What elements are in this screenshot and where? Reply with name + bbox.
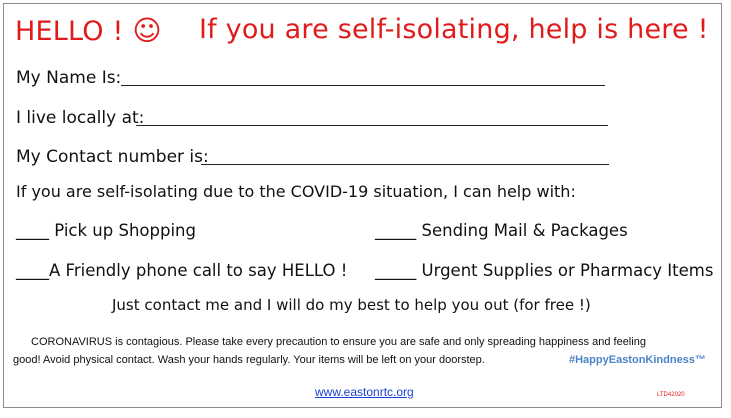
name-label: My Name Is: bbox=[16, 68, 122, 88]
contact-line: Just contact me and I will do my best to help you out (for free !) bbox=[112, 296, 591, 314]
phone-blank-line bbox=[201, 164, 609, 165]
phone-label: My Contact number is: bbox=[16, 147, 209, 167]
headline bbox=[15, 14, 162, 47]
smiley-icon: ☺ bbox=[132, 14, 162, 47]
option-mail: _____ Sending Mail & Packages bbox=[375, 221, 628, 240]
help-card bbox=[3, 3, 722, 408]
help-intro: If you are self-isolating due to the COVID-19 situation, I can help with: bbox=[16, 182, 576, 201]
card-code: LTD42020 bbox=[657, 392, 685, 398]
tagline: If you are self-isolating, help is here ! bbox=[199, 14, 709, 45]
website-link[interactable]: www.eastonrtc.org bbox=[315, 385, 414, 399]
address-blank-line bbox=[136, 125, 608, 126]
hashtag: #HappyEastonKindness™ bbox=[569, 354, 706, 366]
hello-text: HELLO ! bbox=[15, 16, 124, 47]
option-shopping: ____ Pick up Shopping bbox=[16, 221, 196, 240]
address-label: I live locally at: bbox=[16, 108, 145, 128]
notice-line-2: good! Avoid physical contact. Wash your hands regularly. Your items will be left on your doorstep. bbox=[13, 354, 485, 366]
option-supplies: _____ Urgent Supplies or Pharmacy Items bbox=[375, 261, 714, 280]
notice-line-1: CORONAVIRUS is contagious. Please take every precaution to ensure you are safe and only spreading happiness and feeling bbox=[31, 336, 646, 348]
option-phone-call: ____A Friendly phone call to say HELLO ! bbox=[16, 261, 348, 280]
name-blank-line bbox=[121, 85, 605, 86]
